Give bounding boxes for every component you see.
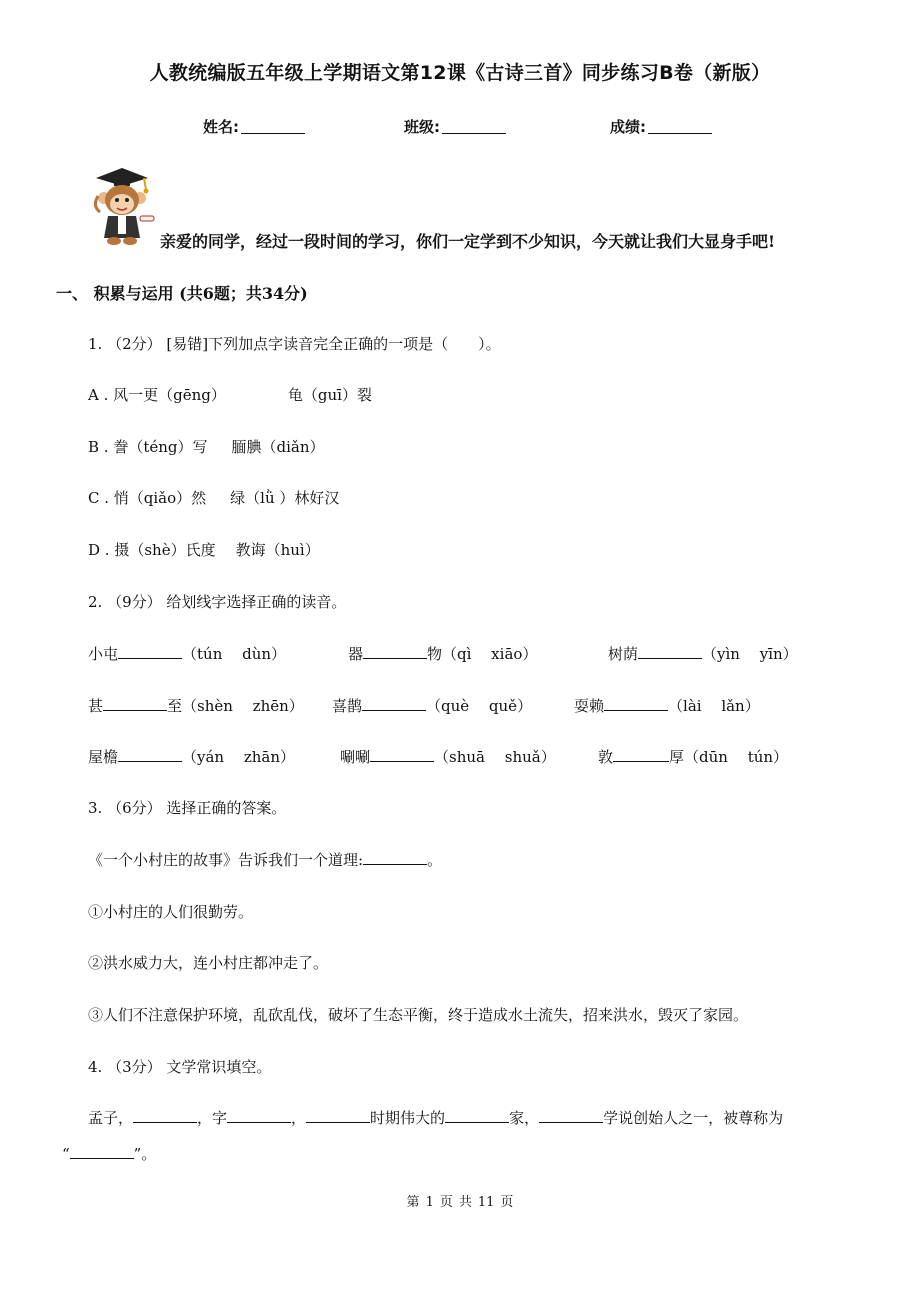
q2-blank[interactable] (118, 646, 182, 659)
q3-prompt-text: 《一个小村庄的故事》告诉我们一个道理: (88, 851, 364, 869)
q2-blank[interactable] (103, 698, 167, 711)
q3-option-2[interactable]: ②洪水威力大，连小村庄都冲走了。 (88, 954, 329, 972)
q4-text: 家， (509, 1109, 540, 1127)
q4-line-1 (88, 1107, 783, 1128)
name-field[interactable] (203, 116, 305, 137)
q4-blank[interactable] (70, 1146, 134, 1159)
q2-blank[interactable] (613, 749, 669, 762)
q2-item (88, 695, 304, 716)
q2-choices: 至（shèn zhēn） (167, 697, 304, 715)
q2-word: 小屯 (88, 645, 119, 663)
q4-text: ， (291, 1109, 307, 1127)
q2-blank[interactable] (363, 646, 427, 659)
footer-text: 共 (458, 1195, 472, 1210)
q4-text: ，字 (197, 1109, 228, 1127)
q1-option-b-part1: B . 誊（téng）写 (88, 438, 208, 456)
class-field[interactable] (404, 116, 506, 137)
q1-option-c[interactable] (88, 487, 339, 508)
q2-word: 器 (348, 645, 364, 663)
q4-line-2 (62, 1143, 156, 1164)
q1-option-b-part2: 腼腆（diǎn） (231, 438, 325, 456)
q2-choices: （yán zhān） (182, 748, 296, 766)
q2-blank[interactable] (362, 698, 426, 711)
score-field[interactable] (610, 116, 712, 137)
q1-option-b[interactable] (88, 436, 325, 457)
q1-option-d-part1: D . 摄（shè）氏度 (88, 541, 216, 559)
q2-item (608, 643, 798, 664)
q2-choices: （yìn yīn） (702, 645, 798, 663)
q2-item (88, 746, 295, 767)
q2-item (574, 695, 760, 716)
q2-item (88, 643, 286, 664)
class-blank[interactable] (442, 119, 506, 134)
q1-option-c-part1: C . 悄（qiǎo）然 (88, 489, 207, 507)
q4-text: 时期伟大的 (370, 1109, 446, 1127)
q1-option-a-part1: A . 风一更（gēng） (88, 386, 226, 404)
footer-text: 第 (406, 1195, 420, 1210)
q2-blank[interactable] (638, 646, 702, 659)
page-title: 人教统编版五年级上学期语文第12课《古诗三首》同步练习B卷（新版） (149, 62, 771, 84)
q1-stem: 1. （2分） [易错]下列加点字读音完全正确的一项是（ ）。 (88, 335, 501, 353)
q4-text: 学说创始人之一，被尊称为 (603, 1109, 784, 1127)
q2-choices: 厚（dūn tún） (669, 748, 789, 766)
q2-word: 树荫 (608, 645, 639, 663)
page-total: 11 (477, 1195, 495, 1210)
q3-option-1[interactable]: ①小村庄的人们很勤劳。 (88, 903, 254, 921)
q2-choices: （què quě） (426, 697, 533, 715)
q2-choices: 物（qì xiāo） (427, 645, 538, 663)
q2-blank[interactable] (604, 698, 668, 711)
q4-quote-open: “ (62, 1145, 70, 1163)
q2-blank[interactable] (370, 749, 434, 762)
q2-word: 喜鹊 (332, 697, 363, 715)
q2-item (340, 746, 556, 767)
q3-stem: 3. （6分） 选择正确的答案。 (88, 799, 287, 817)
q4-stem: 4. （3分） 文学常识填空。 (88, 1058, 272, 1076)
q3-blank[interactable] (363, 852, 427, 865)
q4-text: 孟子， (88, 1109, 134, 1127)
q4-blank[interactable] (306, 1110, 370, 1123)
q4-blank[interactable] (133, 1110, 197, 1123)
q2-choices: （shuā shuǎ） (434, 748, 556, 766)
footer-text: 页 (439, 1195, 453, 1210)
name-label: 姓名: (203, 118, 239, 136)
q1-option-d-part2: 教诲（huì） (235, 541, 320, 559)
q3-prompt (88, 849, 442, 870)
footer-text: 页 (500, 1195, 514, 1210)
q2-item (348, 643, 537, 664)
q2-blank[interactable] (118, 749, 182, 762)
q4-blank[interactable] (539, 1110, 603, 1123)
page-footer (0, 1191, 920, 1210)
q4-blank[interactable] (227, 1110, 291, 1123)
q2-word: 屋檐 (88, 748, 119, 766)
class-label: 班级: (404, 118, 440, 136)
page-number: 1 (425, 1195, 434, 1210)
score-blank[interactable] (648, 119, 712, 134)
q3-prompt-end: 。 (427, 851, 443, 869)
q2-item (332, 695, 532, 716)
q2-choices: （lài lǎn） (668, 697, 760, 715)
score-label: 成绩: (610, 118, 646, 136)
name-blank[interactable] (241, 119, 305, 134)
monkey-graduate-icon (88, 166, 156, 246)
q2-word: 唰唰 (340, 748, 371, 766)
q2-word: 甚 (88, 697, 104, 715)
q1-option-c-part2: 绿（lǜ ）林好汉 (230, 489, 340, 507)
intro-text: 亲爱的同学，经过一段时间的学习，你们一定学到不少知识，今天就让我们大显身手吧! (160, 232, 776, 251)
q2-stem: 2. （9分） 给划线字选择正确的读音。 (88, 593, 347, 611)
q4-quote-close: ”。 (133, 1145, 157, 1163)
q2-word: 敦 (598, 748, 614, 766)
q4-blank[interactable] (445, 1110, 509, 1123)
q2-choices: （tún dùn） (182, 645, 287, 663)
q1-option-a[interactable] (88, 384, 372, 405)
q3-option-3[interactable]: ③人们不注意保护环境，乱砍乱伐，破坏了生态平衡，终于造成水土流失，招来洪水，毁灭了家园。 (88, 1006, 749, 1024)
q1-option-a-part2: 龟（guī）裂 (287, 386, 372, 404)
q2-item (598, 746, 788, 767)
section-heading: 一、 积累与运用 (共6题；共34分) (56, 284, 308, 303)
q1-option-d[interactable] (88, 539, 320, 560)
q2-word: 耍赖 (574, 697, 605, 715)
